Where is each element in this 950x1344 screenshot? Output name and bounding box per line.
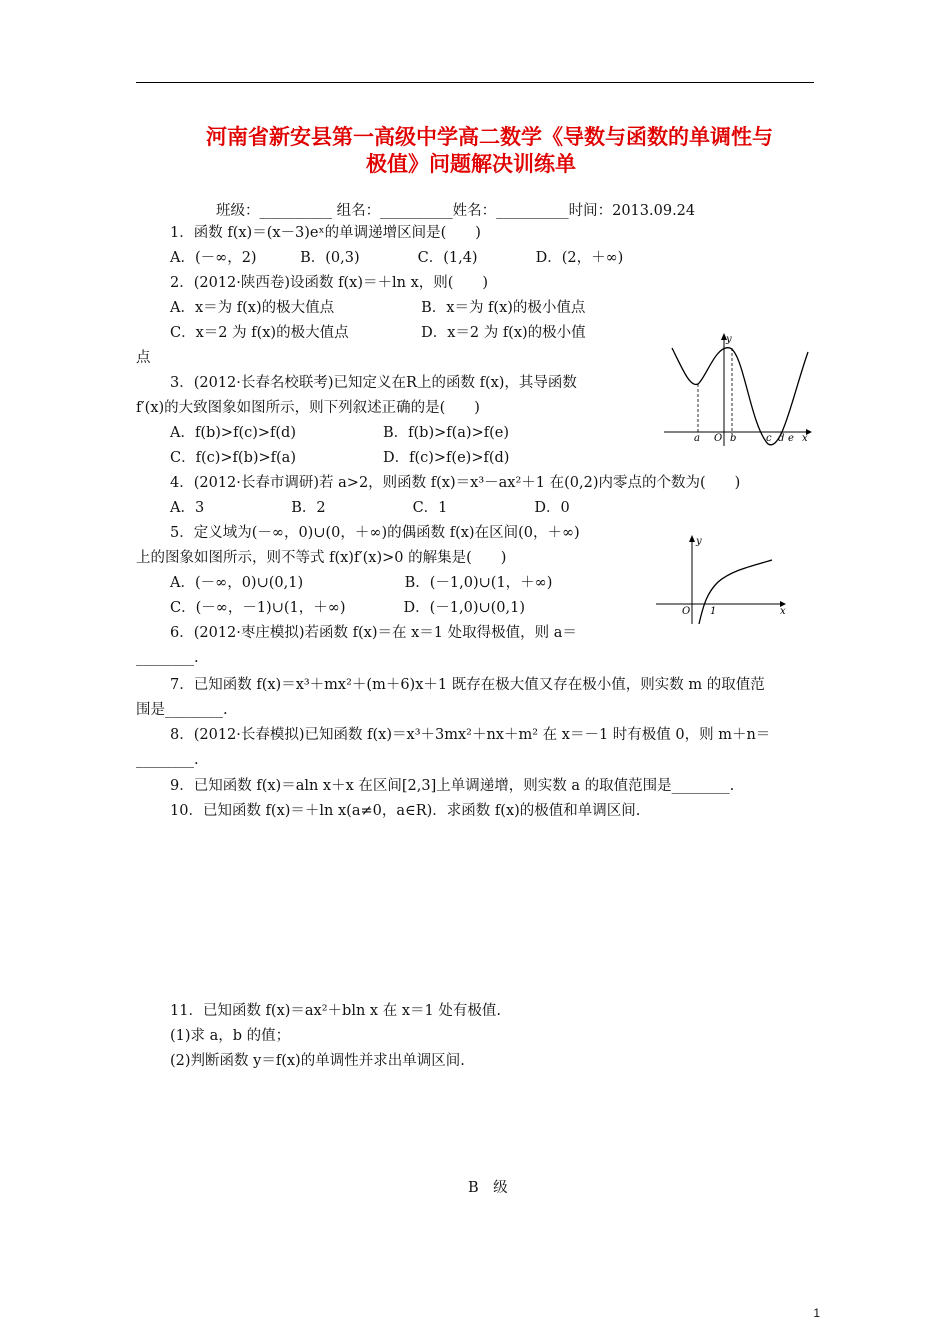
- q3-options-ab: A．f(b)>f(c)>f(d) B．f(b)>f(a)>f(e): [170, 425, 510, 441]
- q2-stem: 2．(2012·陕西卷)设函数 f(x)＝＋ln x，则( ): [170, 275, 489, 291]
- doc-title-line2: 极值》问题解决训练单: [366, 152, 576, 176]
- q2-options-cd: C．x＝2 为 f(x)的极大值点 D．x＝2 为 f(x)的极小值: [170, 325, 586, 341]
- q2-wrap: 点: [136, 350, 151, 366]
- q3-stem-2: f′(x)的大致图象如图所示，则下列叙述正确的是( ): [136, 400, 480, 416]
- q3-derivative-graph: [660, 328, 816, 448]
- q5-function-graph: [652, 532, 792, 628]
- q8-blank: ________.: [136, 752, 199, 768]
- q4-options: A．3 B．2 C．1 D．0: [170, 500, 570, 516]
- q7-stem: 7．已知函数 f(x)＝x³＋mx²＋(m＋6)x＋1 既存在极大值又存在极小值，则实数 m 的取值范: [170, 677, 765, 693]
- graph1-label-y: y: [726, 334, 732, 345]
- q11-part1: (1)求 a，b 的值；: [170, 1028, 291, 1044]
- graph1-label-d: d: [778, 433, 785, 444]
- q3-options-cd: C．f(c)>f(b)>f(a) D．f(c)>f(e)>f(d): [170, 450, 510, 466]
- page-number: 1: [813, 1306, 820, 1320]
- q5-options-cd: C．(－∞，－1)∪(1，＋∞) D．(－1,0)∪(0,1): [170, 600, 526, 616]
- q6-stem: 6．(2012·枣庄模拟)若函数 f(x)＝在 x＝1 处取得极值，则 a＝: [170, 625, 577, 641]
- graph1-label-c: c: [766, 433, 772, 444]
- q10-stem: 10．已知函数 f(x)＝＋ln x(a≠0，a∈R)．求函数 f(x)的极值和单调区间.: [170, 803, 641, 819]
- q5-stem: 5．定义域为(－∞，0)∪(0，＋∞)的偶函数 f(x)在区间(0，＋∞): [170, 525, 580, 541]
- graph1-label-b: b: [730, 433, 737, 444]
- q7-blank: 围是________.: [136, 702, 228, 718]
- q11-stem: 11．已知函数 f(x)＝ax²＋bln x 在 x＝1 处有极值.: [170, 1003, 501, 1019]
- graph1-label-e: e: [788, 433, 794, 444]
- q8-stem: 8．(2012·长春模拟)已知函数 f(x)＝x³＋3mx²＋nx＋m² 在 x＝－1 时有极值 0，则 m＋n＝: [170, 727, 771, 743]
- q5-options-ab: A．(－∞，0)∪(0,1) B．(－1,0)∪(1，＋∞): [170, 575, 553, 591]
- q3-stem: 3．(2012·长春名校联考)已知定义在R上的函数 f(x)，其导函数: [170, 375, 577, 391]
- q9-stem: 9．已知函数 f(x)＝aln x＋x 在区间[2,3]上单调递增，则实数 a 的取值范围是________.: [170, 778, 735, 794]
- graph2-label-o: O: [682, 606, 691, 617]
- header-info: 班级：__________ 组名：__________姓名：__________时间：2013.09.24: [216, 203, 696, 219]
- graph2-label-1: 1: [710, 606, 717, 617]
- graph2-label-y: y: [696, 536, 702, 547]
- q6-blank: ________.: [136, 650, 199, 666]
- q5-stem-2: 上的图象如图所示，则不等式 f(x)f′(x)>0 的解集是( ): [136, 550, 507, 566]
- graph2-label-x: x: [780, 606, 786, 617]
- q1-stem: 1．函数 f(x)＝(x－3)eˣ的单调递增区间是( ): [170, 225, 481, 241]
- graph1-label-a: a: [694, 433, 700, 444]
- graph1-label-o: O: [714, 433, 723, 444]
- graph1-label-x: x: [802, 433, 808, 444]
- q2-options-ab: A．x＝为 f(x)的极大值点 B．x＝为 f(x)的极小值点: [170, 300, 586, 316]
- doc-title-line1: 河南省新安县第一高级中学高二数学《导数与函数的单调性与: [206, 125, 773, 149]
- section-b-heading: B 级: [468, 1180, 508, 1196]
- q11-part2: (2)判断函数 y＝f(x)的单调性并求出单调区间.: [170, 1053, 465, 1069]
- header-rule: [136, 82, 814, 83]
- q1-options: A．(－∞，2) B．(0,3) C．(1,4) D．(2，＋∞): [170, 250, 624, 266]
- q4-stem: 4．(2012·长春市调研)若 a>2，则函数 f(x)＝x³－ax²＋1 在(0,2)内零点的个数为( ): [170, 475, 741, 491]
